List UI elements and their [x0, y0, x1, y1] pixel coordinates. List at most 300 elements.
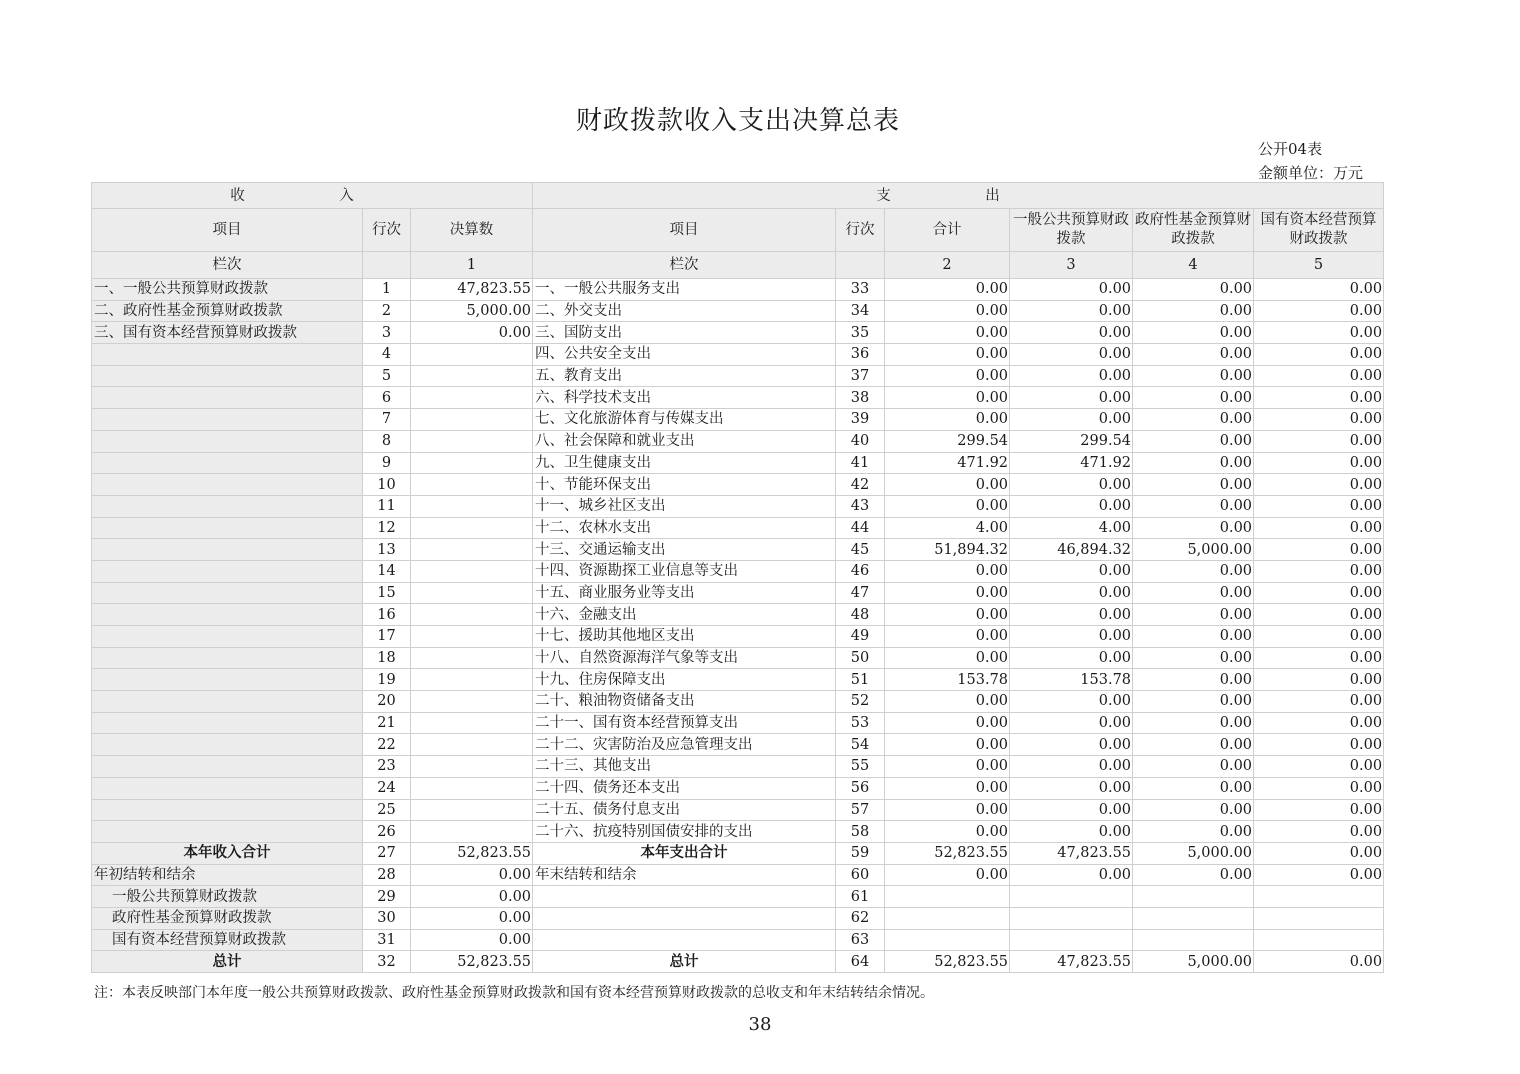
expense-line-cell: 40 — [836, 430, 885, 452]
expense-item-cell: 十、节能环保支出 — [533, 474, 836, 496]
expense-item-cell: 四、公共安全支出 — [533, 344, 836, 366]
fund-budget-cell: 0.00 — [1133, 691, 1254, 713]
expense-item-cell: 十二、农林水支出 — [533, 517, 836, 539]
soe-budget-cell: 0.00 — [1254, 864, 1384, 886]
soe-budget-cell: 0.00 — [1254, 279, 1384, 301]
fund-budget-cell: 0.00 — [1133, 279, 1254, 301]
expense-total-cell: 0.00 — [885, 756, 1010, 778]
income-line-cell: 6 — [363, 387, 411, 409]
income-amount-cell — [411, 734, 533, 756]
soe-budget-cell: 0.00 — [1254, 517, 1384, 539]
expense-line-cell: 57 — [836, 799, 885, 821]
soe-budget-cell: 0.00 — [1254, 777, 1384, 799]
income-line-cell: 22 — [363, 734, 411, 756]
soe-budget-header: 国有资本经营预算财政拨款 — [1254, 209, 1384, 252]
income-line-cell: 14 — [363, 560, 411, 582]
general-budget-cell: 299.54 — [1010, 430, 1133, 452]
expense-total-header: 合计 — [885, 209, 1010, 252]
expense-total-cell: 0.00 — [885, 712, 1010, 734]
income-line-cell: 13 — [363, 539, 411, 561]
income-line-cell: 24 — [363, 777, 411, 799]
income-amount-cell — [411, 799, 533, 821]
soe-budget-cell — [1254, 886, 1384, 908]
general-budget-cell: 0.00 — [1010, 300, 1133, 322]
expense-item-cell — [533, 907, 836, 929]
expense-item-cell: 一、一般公共服务支出 — [533, 279, 836, 301]
fund-budget-cell: 0.00 — [1133, 495, 1254, 517]
income-amount-cell — [411, 517, 533, 539]
soe-budget-cell: 0.00 — [1254, 799, 1384, 821]
income-amount-cell — [411, 365, 533, 387]
income-amount-cell: 0.00 — [411, 322, 533, 344]
fund-budget-cell: 0.00 — [1133, 604, 1254, 626]
income-item-cell — [92, 582, 363, 604]
table-row — [92, 951, 1384, 973]
income-item-cell — [92, 712, 363, 734]
expense-item-cell: 七、文化旅游体育与传媒支出 — [533, 409, 836, 431]
fund-budget-cell: 0.00 — [1133, 560, 1254, 582]
income-amount-cell: 0.00 — [411, 886, 533, 908]
income-amount-header: 决算数 — [411, 209, 533, 252]
expense-item-cell: 二十一、国有资本经营预算支出 — [533, 712, 836, 734]
table-row — [92, 582, 1384, 604]
expense-item-cell: 二十四、债务还本支出 — [533, 777, 836, 799]
soe-budget-cell: 0.00 — [1254, 495, 1384, 517]
general-budget-cell: 0.00 — [1010, 279, 1133, 301]
income-item-cell: 二、政府性基金预算财政拨款 — [92, 300, 363, 322]
income-line-cell: 30 — [363, 907, 411, 929]
income-line-cell: 1 — [363, 279, 411, 301]
soe-budget-cell: 0.00 — [1254, 322, 1384, 344]
fund-budget-cell: 5,000.00 — [1133, 951, 1254, 973]
income-amount-cell — [411, 344, 533, 366]
soe-budget-cell: 0.00 — [1254, 409, 1384, 431]
table-row — [92, 300, 1384, 322]
fund-budget-cell — [1133, 929, 1254, 951]
expense-total-cell: 0.00 — [885, 799, 1010, 821]
fund-budget-header: 政府性基金预算财政拨款 — [1133, 209, 1254, 252]
income-line-cell: 11 — [363, 495, 411, 517]
income-line-cell: 19 — [363, 669, 411, 691]
fund-budget-cell: 0.00 — [1133, 409, 1254, 431]
expense-item-header: 项目 — [533, 209, 836, 252]
expense-item-cell: 总计 — [533, 951, 836, 973]
income-line-header: 行次 — [363, 209, 411, 252]
expense-line-header: 行次 — [836, 209, 885, 252]
income-item-cell: 一、一般公共预算财政拨款 — [92, 279, 363, 301]
expense-line-cell: 42 — [836, 474, 885, 496]
expense-item-cell: 十六、金融支出 — [533, 604, 836, 626]
income-item-cell — [92, 409, 363, 431]
expense-item-cell: 三、国防支出 — [533, 322, 836, 344]
soe-budget-cell: 0.00 — [1254, 734, 1384, 756]
table-row — [92, 799, 1384, 821]
expense-item-cell: 十四、资源勘探工业信息等支出 — [533, 560, 836, 582]
income-item-cell — [92, 452, 363, 474]
expense-line-cell: 52 — [836, 691, 885, 713]
income-item-cell: 年初结转和结余 — [92, 864, 363, 886]
soe-budget-cell: 0.00 — [1254, 365, 1384, 387]
expense-item-cell: 十七、援助其他地区支出 — [533, 626, 836, 648]
income-item-cell — [92, 799, 363, 821]
expense-line-cell: 59 — [836, 842, 885, 864]
expense-item-cell: 二十二、灾害防治及应急管理支出 — [533, 734, 836, 756]
soe-budget-cell: 0.00 — [1254, 452, 1384, 474]
income-item-cell — [92, 387, 363, 409]
fund-budget-cell: 0.00 — [1133, 626, 1254, 648]
table-row — [92, 409, 1384, 431]
expense-total-cell: 4.00 — [885, 517, 1010, 539]
income-item-header: 项目 — [92, 209, 363, 252]
income-item-cell — [92, 647, 363, 669]
income-line-cell: 12 — [363, 517, 411, 539]
income-column-label: 栏次 — [92, 252, 363, 279]
income-amount-cell — [411, 474, 533, 496]
general-budget-header: 一般公共预算财政拨款 — [1010, 209, 1133, 252]
soe-budget-cell: 0.00 — [1254, 560, 1384, 582]
fund-budget-cell — [1133, 886, 1254, 908]
income-item-cell — [92, 539, 363, 561]
income-item-cell — [92, 495, 363, 517]
general-budget-cell: 0.00 — [1010, 409, 1133, 431]
income-amount-cell — [411, 387, 533, 409]
income-line-cell: 28 — [363, 864, 411, 886]
expense-item-cell — [533, 886, 836, 908]
table-row — [92, 517, 1384, 539]
fund-budget-cell: 0.00 — [1133, 365, 1254, 387]
table-row — [92, 712, 1384, 734]
expense-group-header: 支 出 — [533, 183, 1384, 209]
general-budget-cell: 0.00 — [1010, 756, 1133, 778]
fund-budget-cell: 0.00 — [1133, 647, 1254, 669]
column-number-1: 1 — [411, 252, 533, 279]
form-number: 公开04表 — [1258, 140, 1323, 158]
general-budget-cell: 153.78 — [1010, 669, 1133, 691]
expense-total-cell: 0.00 — [885, 647, 1010, 669]
general-budget-cell: 0.00 — [1010, 387, 1133, 409]
fund-budget-cell: 0.00 — [1133, 430, 1254, 452]
income-item-cell: 政府性基金预算财政拨款 — [92, 907, 363, 929]
expense-item-cell: 年末结转和结余 — [533, 864, 836, 886]
income-amount-cell — [411, 539, 533, 561]
income-amount-cell: 0.00 — [411, 864, 533, 886]
expense-item-cell: 八、社会保障和就业支出 — [533, 430, 836, 452]
income-line-cell: 17 — [363, 626, 411, 648]
expense-total-cell: 52,823.55 — [885, 842, 1010, 864]
expense-total-cell: 0.00 — [885, 560, 1010, 582]
income-amount-cell: 5,000.00 — [411, 300, 533, 322]
income-amount-cell — [411, 647, 533, 669]
expense-item-cell: 十八、自然资源海洋气象等支出 — [533, 647, 836, 669]
income-line-cell: 27 — [363, 842, 411, 864]
general-budget-cell: 0.00 — [1010, 712, 1133, 734]
soe-budget-cell: 0.00 — [1254, 756, 1384, 778]
general-budget-cell — [1010, 886, 1133, 908]
general-budget-cell: 0.00 — [1010, 691, 1133, 713]
expense-total-cell: 0.00 — [885, 322, 1010, 344]
expense-total-cell: 0.00 — [885, 387, 1010, 409]
soe-budget-cell: 0.00 — [1254, 821, 1384, 843]
income-item-cell — [92, 474, 363, 496]
expense-total-cell: 0.00 — [885, 691, 1010, 713]
expense-line-cell: 46 — [836, 560, 885, 582]
income-item-cell — [92, 691, 363, 713]
general-budget-cell: 471.92 — [1010, 452, 1133, 474]
income-item-cell: 总计 — [92, 951, 363, 973]
general-budget-cell: 47,823.55 — [1010, 842, 1133, 864]
expense-column-label: 栏次 — [533, 252, 836, 279]
income-line-cell: 16 — [363, 604, 411, 626]
soe-budget-cell: 0.00 — [1254, 647, 1384, 669]
table-row — [92, 560, 1384, 582]
fund-budget-cell: 0.00 — [1133, 582, 1254, 604]
table-row — [92, 864, 1384, 886]
income-line-cell: 10 — [363, 474, 411, 496]
table-row — [92, 344, 1384, 366]
table-row — [92, 821, 1384, 843]
fund-budget-cell: 0.00 — [1133, 669, 1254, 691]
general-budget-cell: 0.00 — [1010, 777, 1133, 799]
fund-budget-cell: 0.00 — [1133, 387, 1254, 409]
fund-budget-cell: 0.00 — [1133, 517, 1254, 539]
expense-line-cell: 38 — [836, 387, 885, 409]
income-item-cell — [92, 430, 363, 452]
income-amount-cell — [411, 430, 533, 452]
income-amount-cell: 0.00 — [411, 929, 533, 951]
expense-item-cell: 六、科学技术支出 — [533, 387, 836, 409]
income-line-cell: 4 — [363, 344, 411, 366]
page-number: 38 — [748, 1014, 772, 1035]
table-row — [92, 387, 1384, 409]
income-amount-cell — [411, 495, 533, 517]
expense-line-cell: 60 — [836, 864, 885, 886]
expense-total-cell: 0.00 — [885, 626, 1010, 648]
expense-item-cell: 九、卫生健康支出 — [533, 452, 836, 474]
fund-budget-cell: 5,000.00 — [1133, 842, 1254, 864]
soe-budget-cell: 0.00 — [1254, 539, 1384, 561]
general-budget-cell: 0.00 — [1010, 864, 1133, 886]
expense-line-cell: 55 — [836, 756, 885, 778]
expense-total-cell: 0.00 — [885, 365, 1010, 387]
expense-total-cell: 0.00 — [885, 409, 1010, 431]
fund-budget-cell: 0.00 — [1133, 864, 1254, 886]
expense-total-cell: 51,894.32 — [885, 539, 1010, 561]
expense-total-cell: 471.92 — [885, 452, 1010, 474]
expense-line-cell: 47 — [836, 582, 885, 604]
general-budget-cell: 0.00 — [1010, 344, 1133, 366]
income-amount-cell: 52,823.55 — [411, 842, 533, 864]
soe-budget-cell: 0.00 — [1254, 582, 1384, 604]
income-line-cell: 18 — [363, 647, 411, 669]
general-budget-cell: 0.00 — [1010, 626, 1133, 648]
table-note: 注：本表反映部门本年度一般公共预算财政拨款、政府性基金预算财政拨款和国有资本经营预算财政拨款的总收支和年末结转结余情况。 — [94, 985, 934, 1001]
general-budget-cell: 0.00 — [1010, 322, 1133, 344]
income-group-header: 收 入 — [92, 183, 533, 209]
income-line-cell: 8 — [363, 430, 411, 452]
expense-line-cell: 51 — [836, 669, 885, 691]
table-row — [92, 452, 1384, 474]
soe-budget-cell: 0.00 — [1254, 691, 1384, 713]
table-row — [92, 734, 1384, 756]
general-budget-cell: 0.00 — [1010, 560, 1133, 582]
expense-total-cell: 153.78 — [885, 669, 1010, 691]
income-line-cell: 25 — [363, 799, 411, 821]
table-row — [92, 495, 1384, 517]
expense-line-cell: 58 — [836, 821, 885, 843]
expense-item-cell: 五、教育支出 — [533, 365, 836, 387]
table-body — [92, 279, 1384, 973]
soe-budget-cell: 0.00 — [1254, 430, 1384, 452]
expense-total-cell: 0.00 — [885, 300, 1010, 322]
fund-budget-cell: 0.00 — [1133, 452, 1254, 474]
general-budget-cell — [1010, 929, 1133, 951]
income-amount-cell — [411, 409, 533, 431]
soe-budget-cell: 0.00 — [1254, 387, 1384, 409]
expense-total-cell: 0.00 — [885, 864, 1010, 886]
income-amount-cell — [411, 691, 533, 713]
income-item-cell — [92, 821, 363, 843]
column-number-blank — [836, 252, 885, 279]
income-line-cell: 9 — [363, 452, 411, 474]
income-item-cell — [92, 777, 363, 799]
income-line-cell: 5 — [363, 365, 411, 387]
income-line-cell: 32 — [363, 951, 411, 973]
expense-line-cell: 39 — [836, 409, 885, 431]
soe-budget-cell: 0.00 — [1254, 300, 1384, 322]
expense-line-cell: 35 — [836, 322, 885, 344]
expense-line-cell: 62 — [836, 907, 885, 929]
column-number-4: 4 — [1133, 252, 1254, 279]
fund-budget-cell: 0.00 — [1133, 756, 1254, 778]
general-budget-cell: 0.00 — [1010, 821, 1133, 843]
income-item-cell: 本年收入合计 — [92, 842, 363, 864]
soe-budget-cell: 0.00 — [1254, 951, 1384, 973]
expense-total-cell — [885, 886, 1010, 908]
column-number-blank — [363, 252, 411, 279]
general-budget-cell: 0.00 — [1010, 734, 1133, 756]
expense-item-cell: 二、外交支出 — [533, 300, 836, 322]
income-amount-cell: 0.00 — [411, 907, 533, 929]
fund-budget-cell: 0.00 — [1133, 799, 1254, 821]
expense-line-cell: 43 — [836, 495, 885, 517]
table-row — [92, 430, 1384, 452]
income-line-cell: 26 — [363, 821, 411, 843]
fund-budget-cell — [1133, 907, 1254, 929]
general-budget-cell — [1010, 907, 1133, 929]
fund-budget-cell: 0.00 — [1133, 777, 1254, 799]
income-amount-cell: 47,823.55 — [411, 279, 533, 301]
soe-budget-cell — [1254, 907, 1384, 929]
income-amount-cell: 52,823.55 — [411, 951, 533, 973]
expense-item-cell: 二十五、债务付息支出 — [533, 799, 836, 821]
table-row — [92, 691, 1384, 713]
expense-item-cell: 十一、城乡社区支出 — [533, 495, 836, 517]
income-line-cell: 3 — [363, 322, 411, 344]
income-item-cell — [92, 604, 363, 626]
page-title: 财政拨款收入支出决算总表 — [575, 106, 900, 136]
table-row — [92, 539, 1384, 561]
expense-line-cell: 36 — [836, 344, 885, 366]
soe-budget-cell: 0.00 — [1254, 344, 1384, 366]
expense-item-cell: 二十六、抗疫特别国债安排的支出 — [533, 821, 836, 843]
income-amount-cell — [411, 452, 533, 474]
table-row — [92, 626, 1384, 648]
table-row — [92, 474, 1384, 496]
fund-budget-cell: 0.00 — [1133, 322, 1254, 344]
expense-item-cell: 本年支出合计 — [533, 842, 836, 864]
fund-budget-cell: 0.00 — [1133, 734, 1254, 756]
table-row — [92, 886, 1384, 908]
expense-line-cell: 61 — [836, 886, 885, 908]
income-amount-cell — [411, 626, 533, 648]
expense-item-cell: 十九、住房保障支出 — [533, 669, 836, 691]
expense-item-cell — [533, 929, 836, 951]
income-amount-cell — [411, 821, 533, 843]
expense-line-cell: 53 — [836, 712, 885, 734]
income-amount-cell — [411, 560, 533, 582]
income-item-cell: 一般公共预算财政拨款 — [92, 886, 363, 908]
expense-item-cell: 十五、商业服务业等支出 — [533, 582, 836, 604]
table-row — [92, 669, 1384, 691]
soe-budget-cell: 0.00 — [1254, 712, 1384, 734]
general-budget-cell: 0.00 — [1010, 474, 1133, 496]
expense-line-cell: 54 — [836, 734, 885, 756]
expense-total-cell: 0.00 — [885, 279, 1010, 301]
expense-line-cell: 33 — [836, 279, 885, 301]
income-amount-cell — [411, 582, 533, 604]
appropriation-summary-table — [91, 182, 1384, 973]
expense-total-cell: 299.54 — [885, 430, 1010, 452]
income-item-cell — [92, 669, 363, 691]
general-budget-cell: 0.00 — [1010, 495, 1133, 517]
fund-budget-cell: 5,000.00 — [1133, 539, 1254, 561]
expense-line-cell: 56 — [836, 777, 885, 799]
expense-total-cell: 52,823.55 — [885, 951, 1010, 973]
income-line-cell: 7 — [363, 409, 411, 431]
general-budget-cell: 47,823.55 — [1010, 951, 1133, 973]
fund-budget-cell: 0.00 — [1133, 474, 1254, 496]
income-item-cell — [92, 734, 363, 756]
table-row — [92, 322, 1384, 344]
expense-total-cell: 0.00 — [885, 474, 1010, 496]
income-line-cell: 21 — [363, 712, 411, 734]
expense-total-cell: 0.00 — [885, 777, 1010, 799]
soe-budget-cell: 0.00 — [1254, 626, 1384, 648]
income-item-cell — [92, 560, 363, 582]
table-row — [92, 929, 1384, 951]
expense-line-cell: 34 — [836, 300, 885, 322]
expense-line-cell: 64 — [836, 951, 885, 973]
fund-budget-cell: 0.00 — [1133, 712, 1254, 734]
table-row — [92, 907, 1384, 929]
expense-total-cell: 0.00 — [885, 604, 1010, 626]
fund-budget-cell: 0.00 — [1133, 300, 1254, 322]
amount-unit: 金额单位：万元 — [1258, 164, 1364, 182]
income-item-cell — [92, 626, 363, 648]
expense-line-cell: 48 — [836, 604, 885, 626]
general-budget-cell: 0.00 — [1010, 582, 1133, 604]
table-row — [92, 842, 1384, 864]
income-line-cell: 20 — [363, 691, 411, 713]
income-amount-cell — [411, 756, 533, 778]
expense-total-cell: 0.00 — [885, 582, 1010, 604]
expense-line-cell: 49 — [836, 626, 885, 648]
expense-line-cell: 41 — [836, 452, 885, 474]
expense-total-cell — [885, 929, 1010, 951]
general-budget-cell: 0.00 — [1010, 604, 1133, 626]
expense-line-cell: 50 — [836, 647, 885, 669]
column-number-3: 3 — [1010, 252, 1133, 279]
